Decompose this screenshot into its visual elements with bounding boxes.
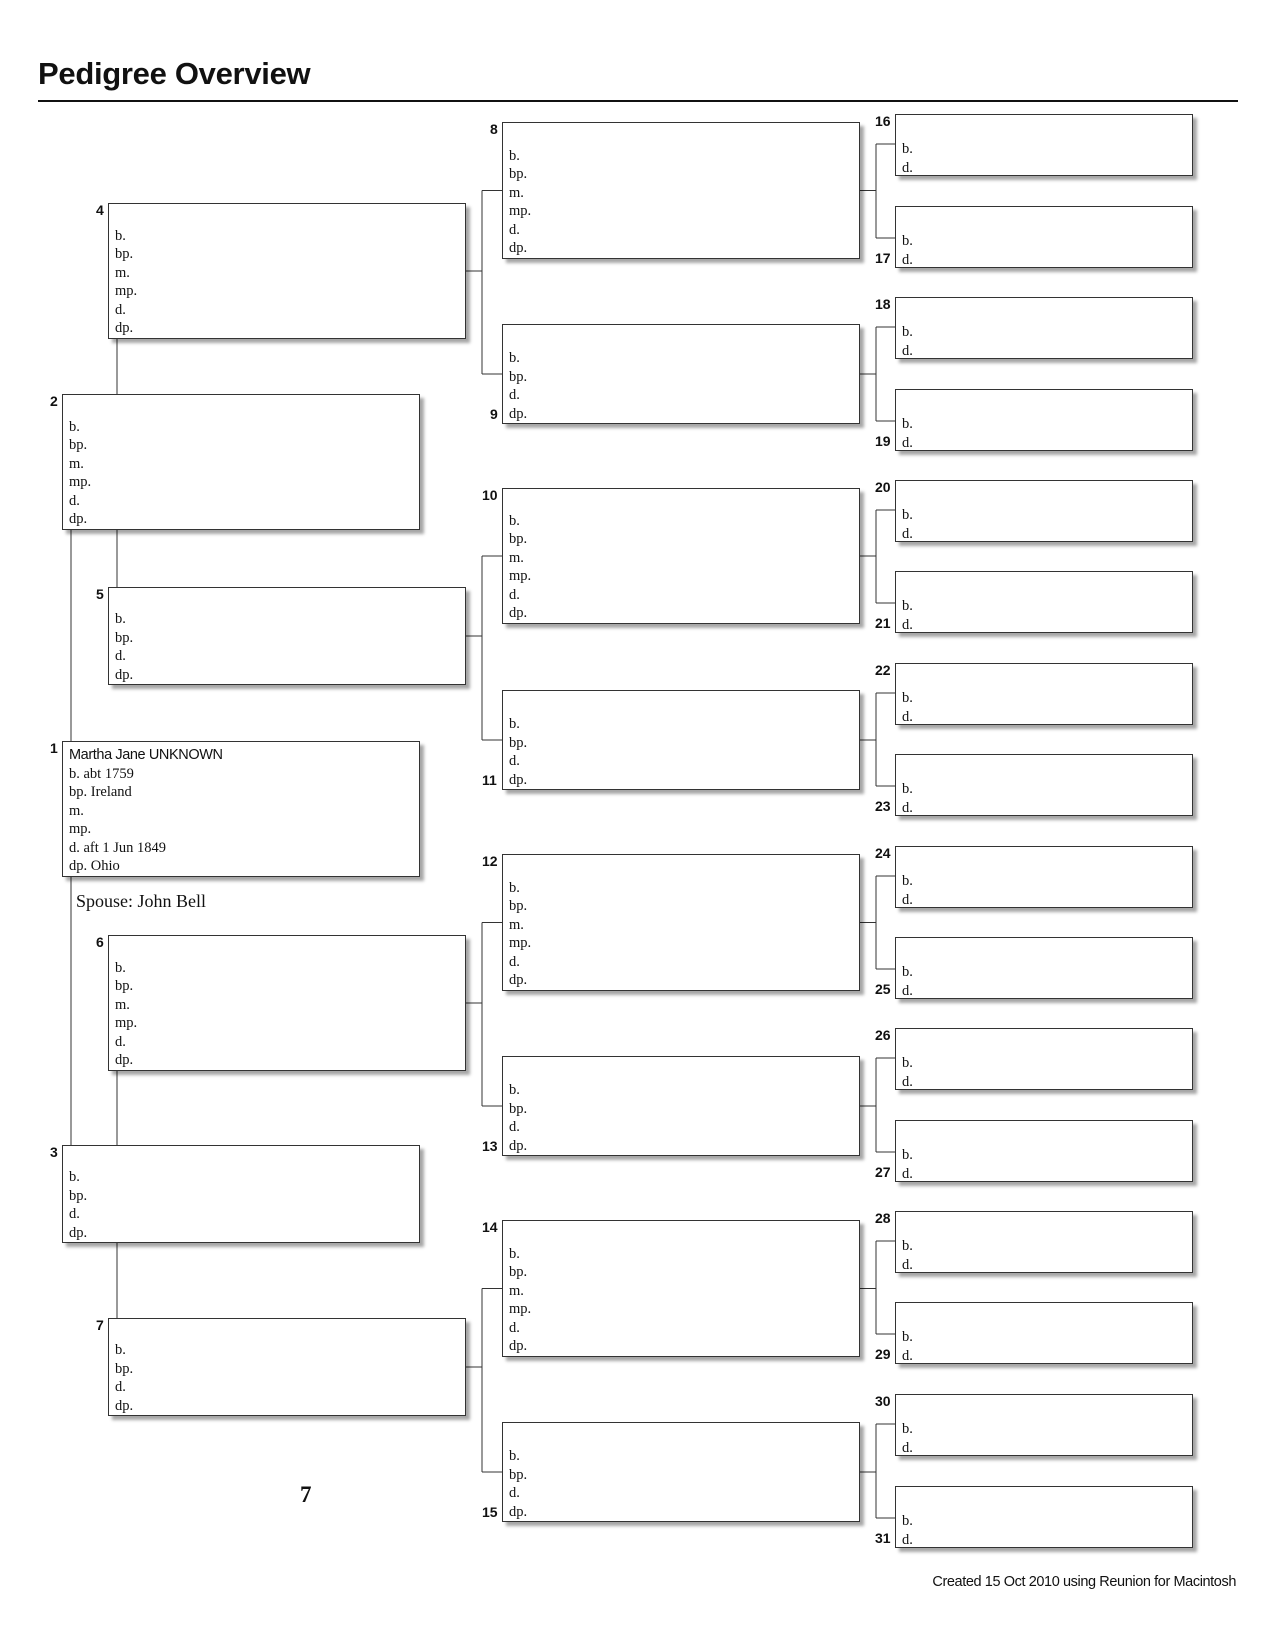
person-name: Martha Jane UNKNOWN <box>69 746 223 763</box>
person-detail-line: bp. <box>509 368 528 385</box>
person-detail-line: d. <box>509 1485 520 1501</box>
person-box-7 <box>108 1318 466 1416</box>
person-detail-line: bp. <box>509 1264 528 1281</box>
person-name <box>509 1226 859 1245</box>
person-box-14 <box>502 1220 860 1357</box>
person-detail-line: mp. <box>69 821 92 838</box>
person-detail-line: bp. Ireland <box>69 784 132 801</box>
person-number-2: 2 <box>50 393 58 409</box>
person-detail-line: d. <box>902 1165 913 1182</box>
person-box-1 <box>62 741 420 877</box>
person-detail-line: dp. <box>115 666 134 683</box>
person-box-20 <box>895 480 1193 542</box>
person-detail-line: b. <box>902 141 913 157</box>
person-name <box>509 696 859 715</box>
footer-credit: Created 15 Oct 2010 using Reunion for Macintosh <box>932 1574 1236 1590</box>
person-box-12 <box>502 854 860 991</box>
person-detail-line: mp. <box>509 935 532 952</box>
person-box-22 <box>895 663 1193 725</box>
person-detail-line: b. <box>902 324 913 340</box>
person-detail-line: d. <box>509 953 520 970</box>
person-detail-line: d. <box>902 799 913 816</box>
person-detail-line: b. <box>902 964 913 980</box>
person-number-26: 26 <box>875 1027 891 1043</box>
person-detail-line: dp. <box>69 1224 88 1241</box>
person-box-6 <box>108 935 466 1071</box>
person-detail-line: dp. <box>115 1397 134 1414</box>
person-box-23 <box>895 754 1193 816</box>
person-detail-line: b. <box>902 1329 913 1345</box>
person-detail-line: b. <box>902 1238 913 1254</box>
person-detail-line: dp. <box>509 605 528 622</box>
person-number-11: 11 <box>482 772 497 788</box>
person-detail-line: d. <box>902 982 913 999</box>
person-detail-line: bp. <box>115 246 134 263</box>
person-number-4: 4 <box>96 202 104 218</box>
person-detail-line: d. <box>115 1033 126 1050</box>
person-detail-line: b. <box>69 1169 80 1185</box>
person-detail-line: b. <box>115 227 126 244</box>
person-detail-line: d. <box>902 434 913 451</box>
person-detail-line: d. <box>509 1319 520 1336</box>
person-detail-line: b. <box>902 598 913 614</box>
person-detail-line: d. <box>69 1206 80 1222</box>
person-detail-line: m. <box>115 264 130 281</box>
person-name <box>509 330 859 349</box>
person-box-27 <box>895 1120 1193 1182</box>
person-box-28 <box>895 1211 1193 1273</box>
person-box-5 <box>108 587 466 685</box>
person-detail-line: d. <box>115 301 126 318</box>
person-detail-line: b. <box>509 512 520 529</box>
person-detail-line: d. <box>509 753 520 769</box>
person-detail-line: b. <box>902 1513 913 1529</box>
person-box-9 <box>502 324 860 424</box>
person-box-3 <box>62 1145 420 1243</box>
person-detail-line: m. <box>115 996 130 1013</box>
person-name <box>902 1401 1192 1420</box>
person-number-20: 20 <box>875 479 891 495</box>
person-box-26 <box>895 1028 1193 1090</box>
person-detail-line: d. <box>509 221 520 238</box>
person-detail-line: b. <box>509 350 520 366</box>
person-detail-line: m. <box>509 184 524 201</box>
person-detail-line: b. abt 1759 <box>69 765 134 782</box>
person-detail-line: bp. <box>115 629 134 646</box>
person-detail-line: bp. <box>69 437 88 454</box>
person-name <box>902 578 1192 597</box>
person-box-17 <box>895 206 1193 268</box>
page-number: 7 <box>300 1482 312 1507</box>
person-detail-line: bp. <box>509 531 528 548</box>
person-name <box>902 670 1192 689</box>
person-name <box>115 940 465 959</box>
person-name <box>115 591 465 610</box>
person-detail-line: b. <box>902 1055 913 1071</box>
person-box-21 <box>895 571 1193 633</box>
person-number-17: 17 <box>875 250 891 266</box>
person-detail-line: dp. <box>509 1137 528 1154</box>
person-detail-line: m. <box>509 549 524 566</box>
person-detail-line: d. <box>902 1256 913 1273</box>
person-detail-line: mp. <box>509 568 532 585</box>
person-number-31: 31 <box>875 1530 891 1546</box>
person-detail-line: d. <box>69 492 80 509</box>
person-box-24 <box>895 846 1193 908</box>
person-detail-line: d. <box>902 342 913 359</box>
person-detail-line: m. <box>69 802 84 819</box>
person-number-25: 25 <box>875 981 891 997</box>
person-detail-line: b. <box>509 1448 520 1464</box>
person-number-10: 10 <box>482 487 498 503</box>
person-detail-line: b. <box>509 716 520 732</box>
person-name <box>902 1309 1192 1328</box>
person-number-23: 23 <box>875 798 891 814</box>
page-title: Pedigree Overview <box>38 56 311 91</box>
person-name <box>69 1149 419 1168</box>
person-box-29 <box>895 1302 1193 1364</box>
person-name <box>509 860 859 879</box>
person-detail-line: b. <box>509 1082 520 1098</box>
person-box-30 <box>895 1394 1193 1456</box>
person-detail-line: d. <box>902 159 913 176</box>
person-detail-line: m. <box>69 455 84 472</box>
person-number-5: 5 <box>96 586 104 602</box>
person-detail-line: mp. <box>115 283 138 300</box>
person-name <box>902 761 1192 780</box>
person-number-18: 18 <box>875 296 891 312</box>
person-number-6: 6 <box>96 934 104 950</box>
person-detail-line: d. <box>902 708 913 725</box>
person-box-31 <box>895 1486 1193 1548</box>
person-detail-line: bp. <box>509 734 528 751</box>
person-detail-line: dp. <box>509 1503 528 1520</box>
person-detail-line: b. <box>902 690 913 706</box>
person-name <box>902 1127 1192 1146</box>
person-number-15: 15 <box>482 1504 498 1520</box>
person-detail-line: d. <box>509 387 520 403</box>
person-number-7: 7 <box>96 1317 104 1333</box>
person-name <box>902 1035 1192 1054</box>
person-detail-line: mp. <box>509 203 532 220</box>
person-number-30: 30 <box>875 1393 891 1409</box>
person-box-4 <box>108 203 466 339</box>
person-detail-line: mp. <box>69 474 92 491</box>
person-name <box>115 208 465 227</box>
person-number-19: 19 <box>875 433 891 449</box>
person-detail-line: b. <box>509 147 520 164</box>
person-detail-line: bp. <box>509 166 528 183</box>
person-box-11 <box>502 690 860 790</box>
person-detail-line: d. <box>902 251 913 268</box>
person-box-16 <box>895 114 1193 176</box>
person-box-13 <box>502 1056 860 1156</box>
person-name <box>902 213 1192 232</box>
person-detail-line: b. <box>509 879 520 896</box>
spouse-label: Spouse: John Bell <box>76 891 207 911</box>
person-name <box>509 1062 859 1081</box>
person-detail-line: dp. <box>509 1338 528 1355</box>
person-detail-line: d. <box>902 1073 913 1090</box>
person-detail-line: dp. <box>115 1052 134 1069</box>
person-number-14: 14 <box>482 1219 498 1235</box>
person-detail-line: d. <box>115 1379 126 1395</box>
person-name <box>509 128 859 147</box>
person-box-15 <box>502 1422 860 1522</box>
person-detail-line: b. <box>115 959 126 976</box>
person-name <box>902 121 1192 140</box>
person-detail-line: d. <box>902 525 913 542</box>
person-detail-line: d. <box>902 1439 913 1456</box>
person-detail-line: d. <box>509 1119 520 1135</box>
person-detail-line: d. <box>509 586 520 603</box>
person-detail-line: b. <box>902 873 913 889</box>
person-detail-line: mp. <box>509 1301 532 1318</box>
person-detail-line: b. <box>69 418 80 435</box>
person-detail-line: b. <box>902 416 913 432</box>
person-name <box>902 396 1192 415</box>
person-number-9: 9 <box>490 406 498 422</box>
person-box-10 <box>502 488 860 624</box>
person-detail-line: d. <box>902 1347 913 1364</box>
person-detail-line: d. aft 1 Jun 1849 <box>69 839 167 856</box>
person-detail-line: bp. <box>115 978 134 995</box>
person-name <box>509 1428 859 1447</box>
person-number-28: 28 <box>875 1210 891 1226</box>
person-detail-line: dp. <box>509 240 528 257</box>
person-number-21: 21 <box>875 615 891 631</box>
person-detail-line: b. <box>902 507 913 523</box>
person-box-18 <box>895 297 1193 359</box>
person-name <box>509 493 859 512</box>
person-box-19 <box>895 389 1193 451</box>
person-name <box>902 1493 1192 1512</box>
person-detail-line: b. <box>902 1421 913 1437</box>
person-number-3: 3 <box>50 1144 58 1160</box>
person-box-2 <box>62 394 420 530</box>
person-number-29: 29 <box>875 1346 891 1362</box>
person-detail-line: b. <box>115 611 126 627</box>
person-detail-line: b. <box>902 1147 913 1163</box>
person-detail-line: m. <box>509 916 524 933</box>
person-detail-line: bp. <box>509 1100 528 1117</box>
person-name <box>902 1218 1192 1237</box>
person-name <box>902 944 1192 963</box>
person-name <box>902 487 1192 506</box>
person-detail-line: dp. <box>509 405 528 422</box>
person-name <box>115 1322 465 1341</box>
person-detail-line: mp. <box>115 1015 138 1032</box>
person-detail-line: b. <box>902 781 913 797</box>
person-number-16: 16 <box>875 113 891 129</box>
person-detail-line: d. <box>902 1531 913 1548</box>
person-number-27: 27 <box>875 1164 891 1180</box>
person-detail-line: d. <box>902 891 913 908</box>
person-detail-line: m. <box>509 1282 524 1299</box>
person-box-8 <box>502 122 860 259</box>
person-detail-line: dp. Ohio <box>69 858 120 875</box>
person-detail-line: bp. <box>115 1360 134 1377</box>
person-name <box>69 399 419 418</box>
person-detail-line: d. <box>902 616 913 633</box>
person-detail-line: bp. <box>69 1187 88 1204</box>
person-name <box>902 853 1192 872</box>
person-detail-line: b. <box>902 233 913 249</box>
person-detail-line: d. <box>115 648 126 664</box>
person-detail-line: bp. <box>509 898 528 915</box>
person-name <box>902 304 1192 323</box>
person-detail-line: b. <box>115 1342 126 1358</box>
person-number-24: 24 <box>875 845 891 861</box>
person-number-13: 13 <box>482 1138 498 1154</box>
person-number-1: 1 <box>50 740 58 756</box>
person-number-12: 12 <box>482 853 498 869</box>
person-detail-line: dp. <box>69 511 88 528</box>
person-number-8: 8 <box>490 121 498 137</box>
person-detail-line: dp. <box>509 972 528 989</box>
person-detail-line: dp. <box>509 771 528 788</box>
person-detail-line: b. <box>509 1245 520 1262</box>
person-number-22: 22 <box>875 662 891 678</box>
person-detail-line: dp. <box>115 320 134 337</box>
person-box-25 <box>895 937 1193 999</box>
person-detail-line: bp. <box>509 1466 528 1483</box>
